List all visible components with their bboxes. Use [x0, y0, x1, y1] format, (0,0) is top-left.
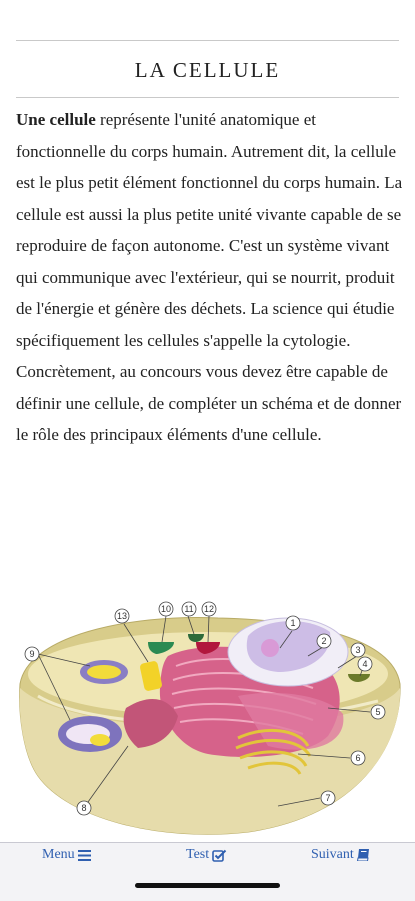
page-title: LA CELLULE — [134, 58, 281, 82]
hamburger-icon — [78, 850, 91, 861]
label-9: 9 — [29, 649, 35, 659]
cell-diagram — [8, 596, 408, 840]
next-label: Suivant — [311, 847, 354, 862]
menu-label: Menu — [42, 847, 75, 862]
cell-description — [16, 104, 404, 451]
top-divider — [16, 40, 399, 41]
label-8: 8 — [81, 803, 87, 813]
checkbox-checked-icon — [212, 849, 227, 862]
label-2: 2 — [321, 636, 327, 646]
bottom-tab-bar — [0, 842, 415, 901]
label-11: 11 — [184, 604, 194, 614]
label-13: 13 — [116, 611, 128, 621]
label-5: 5 — [375, 707, 381, 717]
label-6: 6 — [355, 753, 361, 763]
description-text: représente l'unité anatomique et fonctionnelle du corps humain. Autrement dit, la cellule est le plus petit élément fonctionnel du corps humain. La cellule est aussi la plus petite unité vivante capable de se reproduire de façon autonome. C'est un système vivant qui communique avec l'extérieur, qui se nourrit, produit de l'énergie et génère des déchets. La science qui étudie spécifiquement les cellules s'appelle la cytologie. Concrètement, au concours vous devez être capable de définir une cellule, de compléter un schéma et de donner le rôle des principaux éléments d'une cellule. — [16, 110, 403, 444]
test-tab[interactable] — [186, 847, 227, 863]
menu-tab[interactable] — [42, 847, 91, 863]
label-1: 1 — [290, 618, 296, 628]
next-tab[interactable] — [311, 847, 370, 863]
label-3: 3 — [355, 645, 361, 655]
test-label: Test — [186, 847, 210, 862]
title-divider — [16, 97, 399, 98]
label-10: 10 — [160, 604, 172, 614]
label-7: 7 — [325, 793, 331, 803]
home-indicator — [135, 883, 280, 888]
lead-term: Une cellule — [16, 110, 96, 129]
label-4: 4 — [362, 659, 368, 669]
label-12: 12 — [203, 604, 215, 614]
book-icon — [357, 849, 370, 861]
